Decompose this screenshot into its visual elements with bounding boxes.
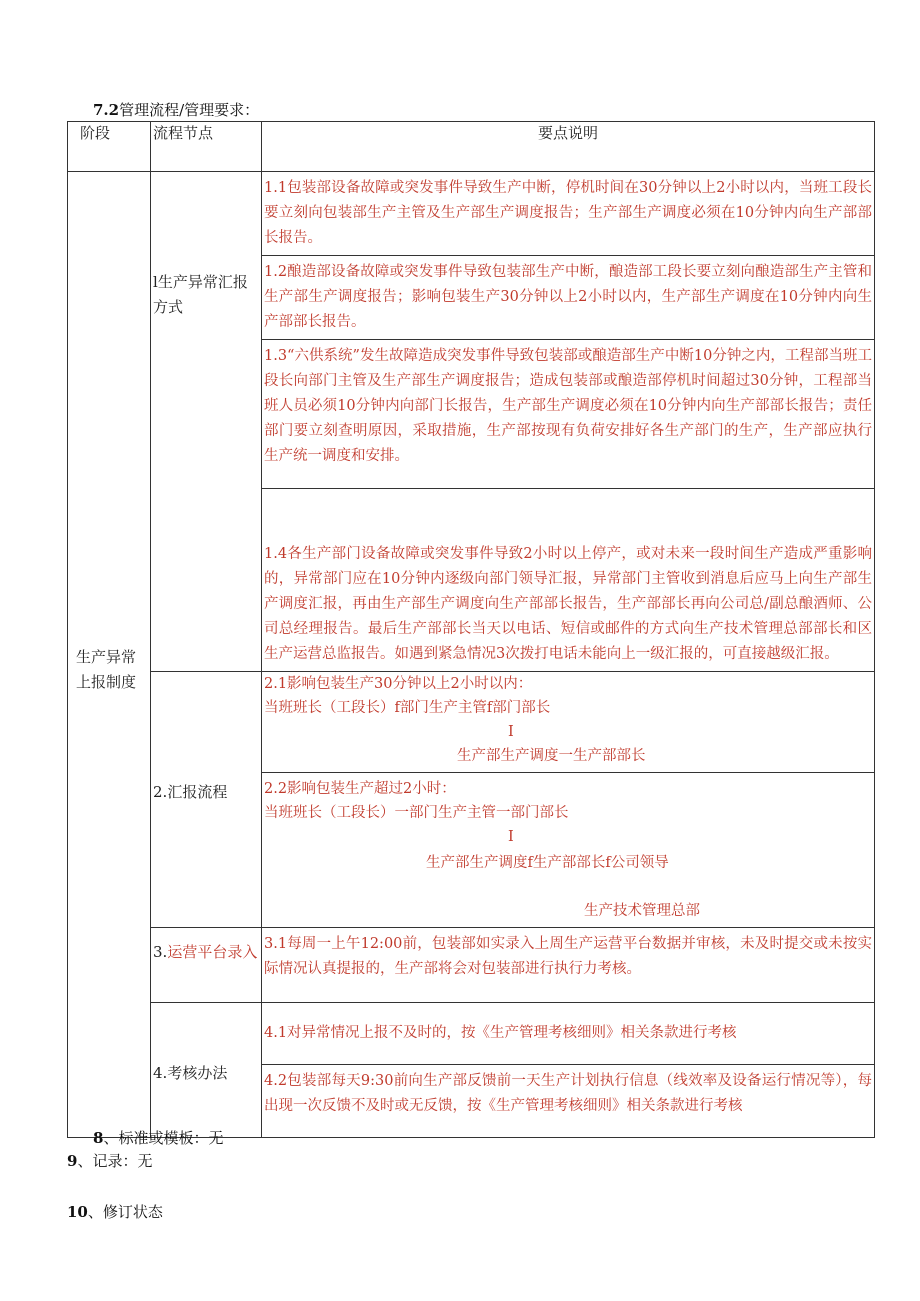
section-heading [93,99,259,120]
detail-cell-2-1 [262,672,875,773]
section-number: 7.2 [93,101,120,119]
detail-text-3-1: 3.1每周一上午12:00前，包装部如实录入上周生产运营平台数据并审核，未及时提交或未按实际情况认真提报的，生产部将会对包装部进行执行力考核。 [264,936,872,977]
detail-cell-1-1 [262,172,875,256]
flow-title-2-1: 2.1影响包装生产30分钟以上2小时以内： [264,676,533,692]
table-header-row [68,122,875,172]
detail-cell-1-2 [262,256,875,340]
detail-text-1-3: 1.3“六供系统”发生故障造成突发事件导致包装部或酿造部生产中断10分钟之内，工程部当班工段长向部门主管及生产部生产调度报告；造成包装部或酿造部停机时间超过30分钟，工程部当班人员必须10分钟内向部门长报告，生产部生产调度必须在10分钟内向生产部部长报告；责任部门要立刻查明原因，采取措施，生产部按现有负荷安排好各生产部门的生产，生产部应执行生产统一调度和安排。 [264,348,872,464]
node-cell-3 [151,928,262,1003]
flow-block-2-1 [262,672,874,772]
detail-cell-1-3 [262,340,875,489]
flow-arrow-2-1: I [508,724,514,740]
node-label-1: l生产异常汇报方式 [153,273,248,316]
detail-text-4-1: 4.1对异常情况上报不及时的，按《生产管理考核细则》相关条款进行考核 [264,1025,737,1041]
detail-text-4-2: 4.2包装部每天9:30前向生产部反馈前一天生产计划执行信息（线效率及设备运行情况等），每出现一次反馈不及时或无反馈，按《生产管理考核细则》相关条款进行考核 [264,1073,872,1114]
table-row [68,1003,875,1065]
node-cell-2 [151,672,262,928]
flow-title-2-2: 2.2影响包装生产超过2小时： [264,781,456,797]
detail-cell-2-2 [262,773,875,928]
section-title: 管理流程/管理要求： [119,101,260,119]
node-cell-4 [151,1003,262,1138]
table-row [68,172,875,256]
header-node: 流程节点 [151,122,262,172]
node-label-4: 4.考核办法 [153,1064,228,1082]
flow-line-2-2-a: 当班班长（工段长）一部门生产主管一部门部长 [264,805,569,821]
detail-cell-3-1 [262,928,875,1003]
detail-text-1-2: 1.2酿造部设备故障或突发事件导致包装部生产中断，酿造部工段长要立刻向酿造部生产主管和生产部生产调度报告；影响包装生产30分钟以上2小时以内，生产部生产调度在10分钟内向生产部部长报告。 [264,264,872,330]
table-row [68,672,875,773]
flow-line-2-1-b: 生产部生产调度一生产部部长 [457,748,646,764]
flow-line-2-2-c: 生产技术管理总部 [584,903,700,919]
table-row [68,928,875,1003]
node-cell-1 [151,172,262,672]
detail-cell-1-4 [262,489,875,672]
footer-item-8: 8、标准或模板：无 [93,1129,224,1147]
detail-cell-4-2 [262,1065,875,1138]
footer-item-10: 10、修订状态 [67,1203,163,1221]
detail-cell-4-1 [262,1003,875,1065]
management-table [67,121,875,1138]
stage-cell [68,172,151,1138]
detail-text-1-1: 1.1包装部设备故障或突发事件导致生产中断，停机时间在30分钟以上2小时以内，当班工段长要立刻向包装部生产主管及生产部生产调度报告；生产部生产调度必须在10分钟内向生产部部长报告。 [264,180,872,246]
node-label-3: 3.运营平台录入 [153,943,258,961]
flow-block-2-2 [262,773,874,927]
detail-text-1-4: 1.4各生产部门设备故障或突发事件导致2小时以上停产，或对未来一段时间生产造成严重影响的，异常部门应在10分钟内逐级向部门领导汇报，异常部门主管收到消息后应马上向生产部生产调度汇报，再由生产部生产调度向生产部部长报告，生产部部长再向公司总/副总酿酒师、公司总经理报告。最后生产部部长当天以电话、短信或邮件的方式向生产技术管理总部部长和区生产运营总监报告。如遇到紧急情况3次拨打电话未能向上一级汇报的，可直接越级汇报。 [264,546,872,662]
flow-arrow-2-2: I [508,829,514,845]
footer-item-9: 9、记录：无 [67,1152,153,1170]
flow-line-2-2-b: 生产部生产调度f生产部部长f公司领导 [426,855,669,871]
header-detail: 要点说明 [262,122,875,172]
flow-line-2-1-a: 当班班长（工段长）f部门生产主管f部门部长 [264,700,551,716]
stage-label: 生产异常上报制度 [76,647,137,691]
header-stage: 阶段 [68,122,151,172]
node-label-2: 2.汇报流程 [153,783,228,801]
